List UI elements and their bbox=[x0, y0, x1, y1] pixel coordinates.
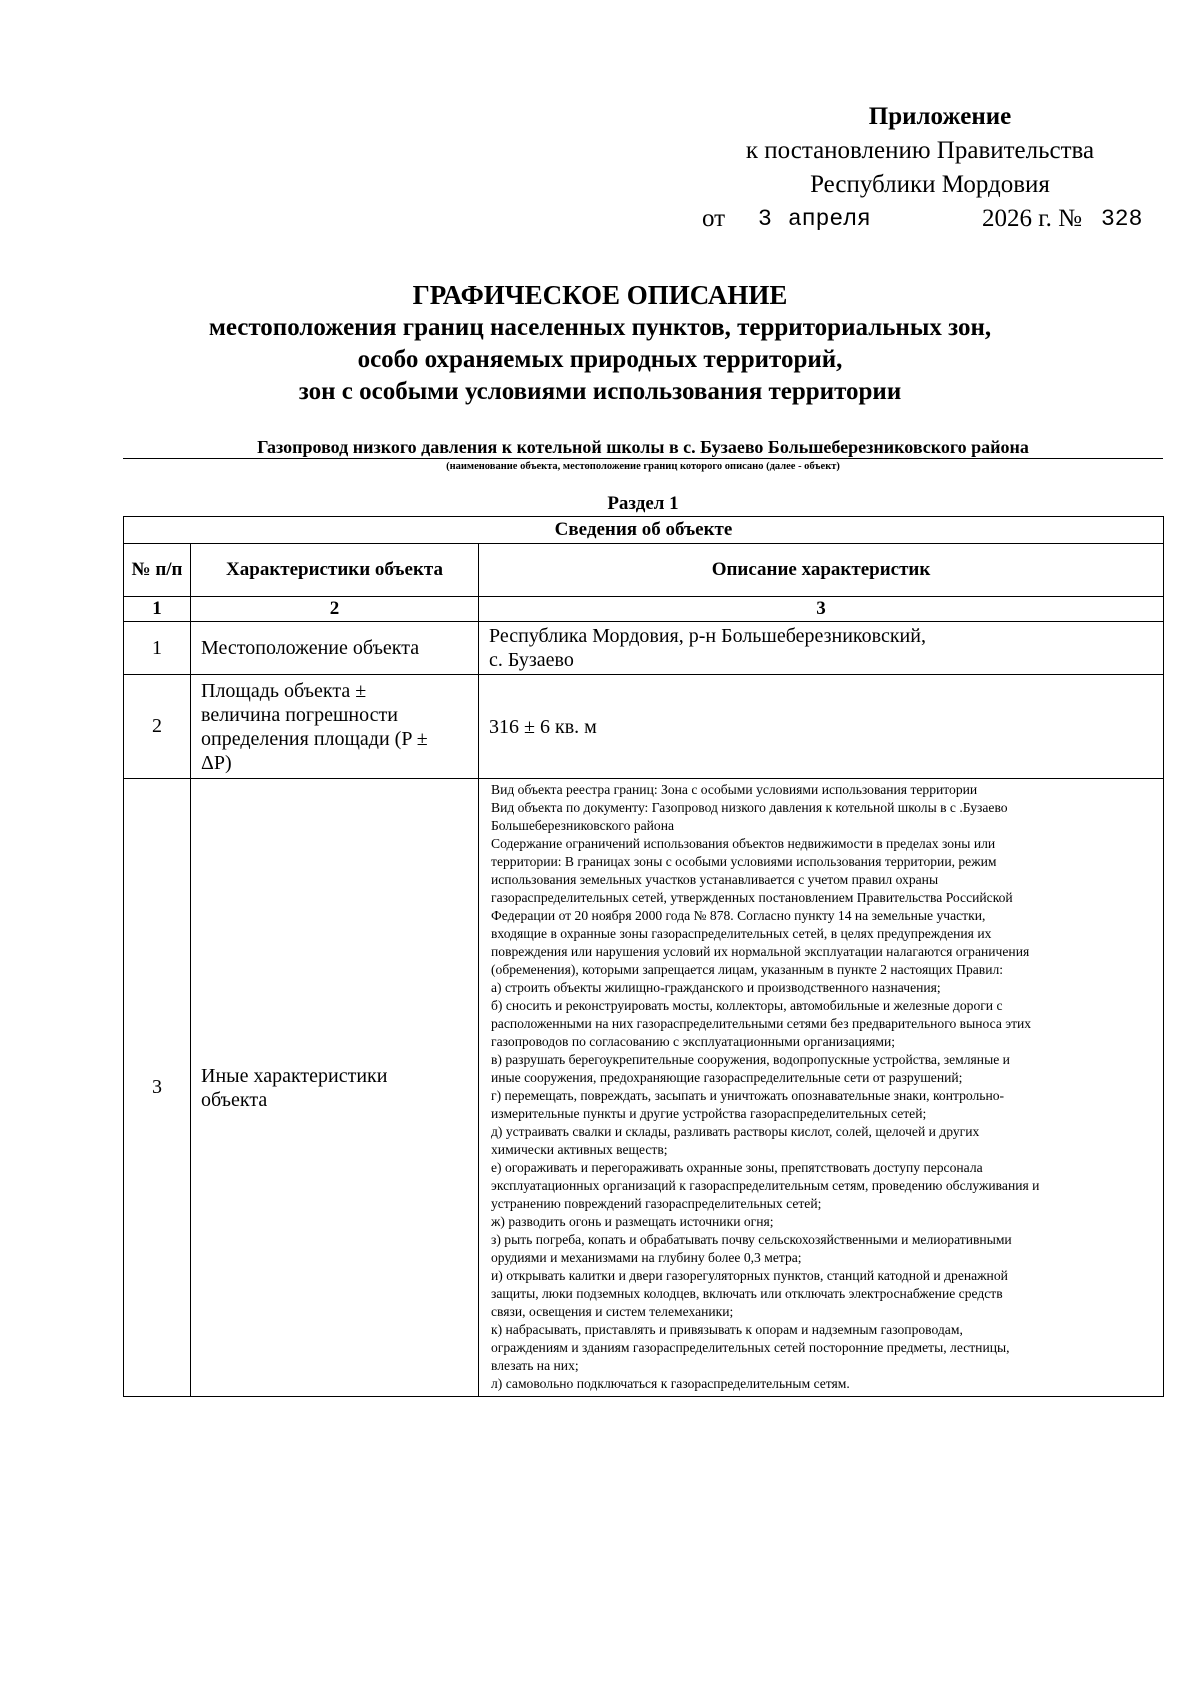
description-line: газопроводов по согласованию с эксплуатационными организациями; bbox=[491, 1034, 896, 1049]
column-number: 1 bbox=[124, 597, 191, 622]
description-line: Содержание ограничений использования объектов недвижимости в пределах зоны или bbox=[491, 836, 996, 851]
characteristic-line: ΔP) bbox=[201, 751, 232, 774]
appendix-date-line bbox=[700, 202, 1143, 236]
description-line: ж) разводить огонь и размещать источники огня; bbox=[491, 1214, 774, 1229]
description-line: Вид объекта реестра границ: Зона с особыми условиями использования территории bbox=[491, 782, 978, 797]
document-heading bbox=[150, 278, 1050, 408]
column-number: 2 bbox=[191, 597, 479, 622]
description-line: химически активных веществ; bbox=[491, 1142, 668, 1157]
description-line: защиты, люки подземных колодцев, включать или отключать электроснабжение средств bbox=[491, 1286, 1003, 1301]
document-subtitle-line: местоположения границ населенных пунктов, территориальных зон, bbox=[208, 314, 992, 341]
table-row bbox=[124, 779, 1164, 1397]
row-characteristic bbox=[191, 675, 479, 779]
appendix-day: 3 bbox=[758, 206, 772, 232]
description-line: газораспределительных сетей, утвержденных постановлением Правительства Российской bbox=[491, 890, 1013, 905]
appendix-number: 328 bbox=[1101, 206, 1143, 232]
row-description bbox=[479, 779, 1164, 1397]
header-number: № п/п bbox=[124, 544, 191, 597]
appendix-line-resolution: к постановлению Правительства bbox=[745, 137, 1095, 164]
description-line: с. Бузаево bbox=[489, 649, 574, 671]
row-number: 2 bbox=[124, 675, 191, 779]
table-caption: Сведения об объекте bbox=[124, 517, 1164, 544]
header-description: Описание характеристик bbox=[479, 544, 1164, 597]
description-line: з) рыть погреба, копать и обрабатывать почву сельскохозяйственными и мелиоративными bbox=[491, 1232, 1012, 1247]
description-line: е) огораживать и перегораживать охранные зоны, препятствовать доступу персонала bbox=[491, 1160, 983, 1175]
description-line: и) открывать калитки и двери газорегуляторных пунктов, станций катодной и дренажной bbox=[491, 1268, 1008, 1283]
characteristic-line: определения площади (P ± bbox=[201, 727, 428, 750]
description-line: входящие в охранные зоны газораспределительных сетей, в целях предупреждения их bbox=[491, 926, 992, 941]
description-line: расположенными на них газораспределительными сетями без предварительного выноса этих bbox=[491, 1016, 1032, 1031]
row-number: 3 bbox=[124, 779, 191, 1397]
description-line: ограждениям и зданиям газораспределительных сетей посторонние предметы, лестницы, bbox=[491, 1340, 1010, 1355]
description-line: Большеберезниковского района bbox=[491, 818, 675, 833]
section-title: Раздел 1 bbox=[607, 493, 679, 514]
description-line: устранению повреждений газораспределительных сетей; bbox=[491, 1196, 822, 1211]
object-info-table bbox=[123, 516, 1164, 1397]
description-line: связи, освещения и систем телемеханики; bbox=[491, 1304, 734, 1319]
table-row bbox=[124, 675, 1164, 779]
appendix-block bbox=[700, 100, 1143, 236]
column-number: 3 bbox=[479, 597, 1164, 622]
description-line: орудиями и механизмами на глубину более 0,3 метра; bbox=[491, 1250, 802, 1265]
document-subtitle-line: зон с особыми условиями использования территории bbox=[298, 378, 902, 405]
characteristic-line: величина погрешности bbox=[201, 703, 398, 726]
row-characteristic: Местоположение объекта bbox=[191, 622, 479, 675]
header-characteristics: Характеристики объекта bbox=[191, 544, 479, 597]
appendix-month: апреля bbox=[788, 206, 871, 232]
description-line: Федерации от 20 ноября 2000 года № 878. Согласно пункту 14 на земельные участки, bbox=[491, 908, 986, 923]
appendix-line-republic: Республики Мордовия bbox=[810, 171, 1050, 198]
appendix-title: Приложение bbox=[868, 103, 1012, 130]
description-line: использования земельных участков устанавливается с учетом правил охраны bbox=[491, 872, 939, 887]
description-line: территории: В границах зоны с особыми условиями использования территории, режим bbox=[491, 854, 997, 869]
description-line: измерительные пункты и другие устройства газораспределительных сетей; bbox=[491, 1106, 927, 1121]
description-line: а) строить объекты жилищно-гражданского и производственного назначения; bbox=[491, 980, 941, 995]
row-characteristic bbox=[191, 779, 479, 1397]
characteristic-line: Иные характеристики bbox=[201, 1064, 388, 1087]
row-description: 316 ± 6 кв. м bbox=[479, 675, 1164, 779]
appendix-from: от bbox=[702, 205, 726, 232]
description-line: иные сооружения, предохраняющие газораспределительные сети от разрушений; bbox=[491, 1070, 963, 1085]
appendix-year: 2026 г. № bbox=[982, 205, 1083, 232]
characteristic-line: объекта bbox=[201, 1088, 268, 1111]
description-line: эксплуатационных организаций к газораспределительным сетям, проведению обслуживания и bbox=[491, 1178, 1040, 1193]
description-line: повреждения или нарушения условий их нормальной эксплуатации налагаются ограничения bbox=[491, 944, 1030, 959]
characteristic-line: Площадь объекта ± bbox=[201, 679, 367, 702]
description-line: г) перемещать, повреждать, засыпать и уничтожать опознавательные знаки, контрольно- bbox=[491, 1088, 1005, 1103]
description-line: к) набрасывать, приставлять и привязывать к опорам и надземным газопроводам, bbox=[491, 1322, 963, 1337]
description-line: б) сносить и реконструировать мосты, коллекторы, автомобильные и железные дороги с bbox=[491, 998, 1003, 1013]
row-description bbox=[479, 622, 1164, 675]
description-line: д) устраивать свалки и склады, разливать растворы кислот, солей, щелочей и других bbox=[491, 1124, 980, 1139]
object-name: Газопровод низкого давления к котельной школы в с. Бузаево Большеберезниковского района bbox=[123, 436, 1163, 459]
document-title: ГРАФИЧЕСКОЕ ОПИСАНИЕ bbox=[412, 280, 788, 310]
description-line: Республика Мордовия, р-н Большеберезниковский, bbox=[489, 625, 926, 647]
object-name-caption: (наименование объекта, местоположение границ которого описано (далее - объект) bbox=[446, 461, 840, 472]
document-subtitle-line: особо охраняемых природных территорий, bbox=[357, 346, 843, 373]
description-line: Вид объекта по документу: Газопровод низкого давления к котельной школы в с .Бузаево bbox=[491, 800, 1008, 815]
table-row bbox=[124, 622, 1164, 675]
row-number: 1 bbox=[124, 622, 191, 675]
description-line: (обременения), которыми запрещается лицам, указанным в пункте 2 настоящих Правил: bbox=[491, 962, 1004, 977]
description-line: л) самовольно подключаться к газораспределительным сетям. bbox=[491, 1376, 850, 1391]
description-line: в) разрушать берегоукрепительные сооружения, водопропускные устройства, земляные и bbox=[491, 1052, 1010, 1067]
description-line: влезать на них; bbox=[491, 1358, 579, 1373]
